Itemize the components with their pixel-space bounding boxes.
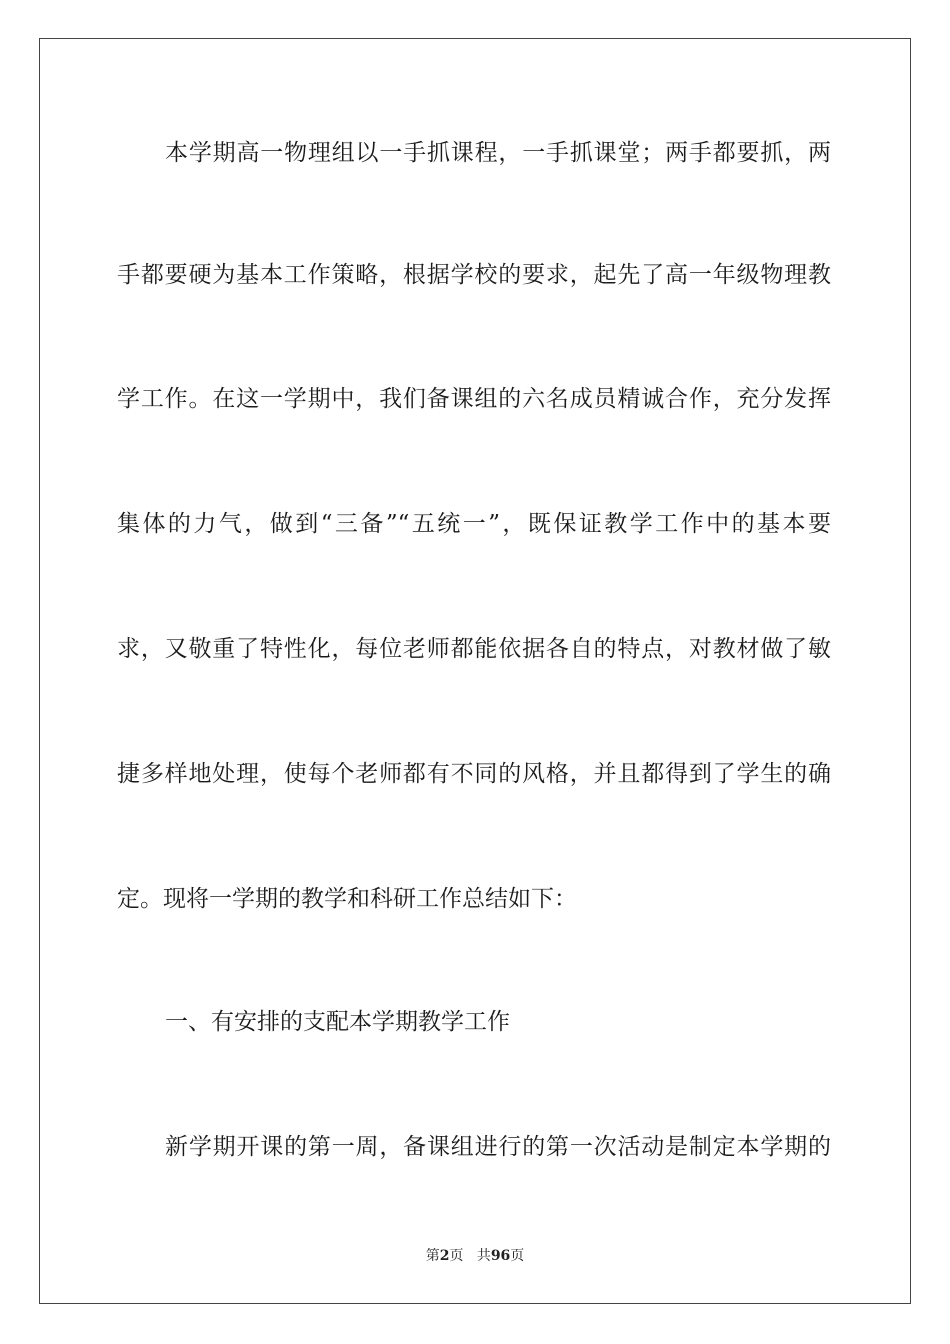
footer-total-suffix: 页 (510, 1248, 525, 1264)
paragraph-line-7: 定。现将一学期的教学和科研工作总结如下： (117, 886, 577, 912)
footer-total-pages: 96 (490, 1248, 511, 1264)
paragraph-line-9: 新学期开课的第一周，备课组进行的第一次活动是制定本学期的 (165, 1134, 831, 1160)
paragraph-line-6: 捷多样地处理，使每个老师都有不同的风格，并且都得到了学生的确 (117, 761, 831, 787)
footer-page-prefix: 第 (425, 1248, 440, 1264)
paragraph-line-2: 手都要硬为基本工作策略，根据学校的要求，起先了高一年级物理教 (117, 262, 831, 288)
paragraph-line-4: 集体的力气，做到“三备”“五统一”，既保证教学工作中的基本要 (117, 511, 831, 537)
paragraph-line-1: 本学期高一物理组以一手抓课程，一手抓课堂；两手都要抓，两 (165, 140, 831, 166)
footer-page-suffix: 页 (449, 1248, 464, 1264)
section-heading: 一、有安排的支配本学期教学工作 (165, 1009, 510, 1035)
footer-total-prefix: 共 (476, 1248, 491, 1264)
paragraph-line-5: 求，又敬重了特性化，每位老师都能依据各自的特点，对教材做了敏 (117, 636, 831, 662)
footer-page-number: 2 (439, 1248, 450, 1264)
paragraph-line-3: 学工作。在这一学期中，我们备课组的六名成员精诚合作，充分发挥 (117, 386, 831, 412)
page-footer (0, 1246, 950, 1266)
page-border (39, 38, 911, 1304)
